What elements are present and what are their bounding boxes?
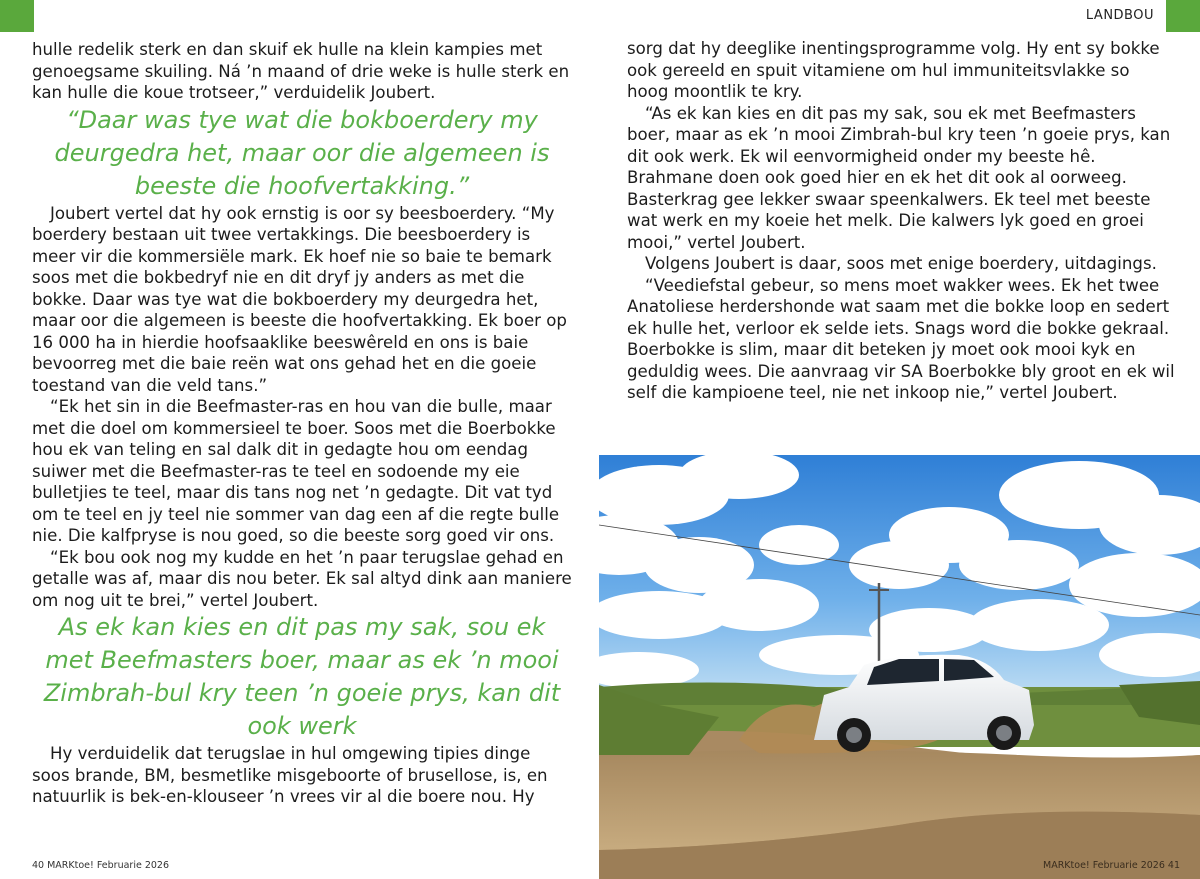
left-column	[32, 39, 572, 808]
right-paragraph-3: Volgens Joubert is daar, soos met enige boerdery, uitdagings.	[645, 254, 1157, 273]
folio-left: 40 MARKtoe! Februarie 2026	[32, 860, 169, 871]
pull-quote-2: As ek kan kies en dit pas my sak, sou ek met Beefmasters boer, maar as ek ’n mooi Zimbrah-bul kry teen ’n goeie prys, kan dit ook werk	[43, 613, 561, 740]
right-paragraph-4: “Veediefstal gebeur, so mens moet wakker wees. Ek het twee Anatoliese herdershonde wat saam met die bokke loop en sedert ek hulle het, verloor ek selde iets. Snags word die bokke gekraal. Boerbokke is slim, maar dit beteken jy moet ook mooi kyk en geduldig wees. Die aanvraag vir SA Boerbokke bly groot en ek wil self die kampioene teel, nie net inkoop nie,” vertel Joubert.	[627, 275, 1175, 402]
article-photo	[599, 455, 1200, 879]
section-label: LANDBOU	[1085, 8, 1154, 23]
left-paragraph-1: hulle redelik sterk en dan skuif ek hulle na klein kampies met genoegsame skuiling. Ná ’n maand of drie weke is hulle sterk en kan hulle die koue trotseer,” verduidelik Joubert.	[32, 40, 570, 102]
corner-tab-left	[0, 0, 34, 32]
left-paragraph-2: Joubert vertel dat hy ook ernstig is oor sy beesboerdery. “My boerdery bestaan uit twee vertakkings. Die beesboerdery is meer vir die kommersiële mark. Ek hoef nie so baie te bemark soos met die bokbedryf nie en dit dryf jy anders as met die bokke. Daar was tye wat die bokboerdery my deurgedra het, maar oor die algemeen is beeste die hoofvertakking. Ek boer op 16 000 ha in hierdie hoofsaaklike beeswêreld en ons is baie bevoorreg met die baie reën wat ons gehad het en die goeie toestand van die veld tans.”	[32, 203, 567, 395]
right-column	[627, 38, 1175, 404]
left-paragraph-5: Hy verduidelik dat terugslae in hul omgewing tipies dinge soos brande, BM, besmetlike misgeboorte of brusellose, is, en natuurlik is bek-en-klouseer ’n vrees vir al die boere nou. Hy	[32, 744, 548, 806]
right-paragraph-2: “As ek kan kies en dit pas my sak, sou ek met Beefmasters boer, maar as ek ’n mooi Zimbrah-bul kry teen ’n goeie prys, kan dit ook werk. Ek wil eenvormigheid onder my beeste hê. Brahmane doen ook goed hier en ek het dit ook al oorweeg. Basterkrag gee lekker swaar speenkalwers. Ek teel met beeste wat werk en my koeie het melk. Die kalwers lyk goed en groei mooi,” vertel Joubert.	[627, 103, 1171, 252]
left-paragraph-3: “Ek het sin in die Beefmaster-ras en hou van die bulle, maar met die doel om kommersieel te boer. Soos met die Boerbokke hou ek van teling en sal dalk dit in gedagte hou om eendag suiwer met die Beefmaster-ras te teel en sodoende my eie bulletjies te teel, maar dis tans nog net ’n gedagte. Dit vat tyd om te teel en jy teel nie sommer van dag een af die regte bulle nie. Die kalfpryse is nou goed, so die beeste sorg goed vir ons.	[32, 397, 560, 545]
folio-right: MARKtoe! Februarie 2026 41	[1043, 860, 1180, 871]
right-paragraph-1: sorg dat hy deeglike inentingsprogramme volg. Hy ent sy bokke ook gereeld en spuit vitamiene om hul immuniteitsvlakke so hoog moontlik te kry.	[627, 39, 1160, 101]
corner-tab-right	[1166, 0, 1200, 32]
left-paragraph-4: “Ek bou ook nog my kudde en het ’n paar terugslae gehad en getalle was af, maar dis nou beter. Ek sal altyd dink aan maniere om nog uit te brei,” vertel Joubert.	[32, 547, 572, 610]
pull-quote-1: “Daar was tye wat die bokboerdery my deurgedra het, maar oor die algemeen is beeste die hoofvertakking.”	[54, 105, 550, 200]
